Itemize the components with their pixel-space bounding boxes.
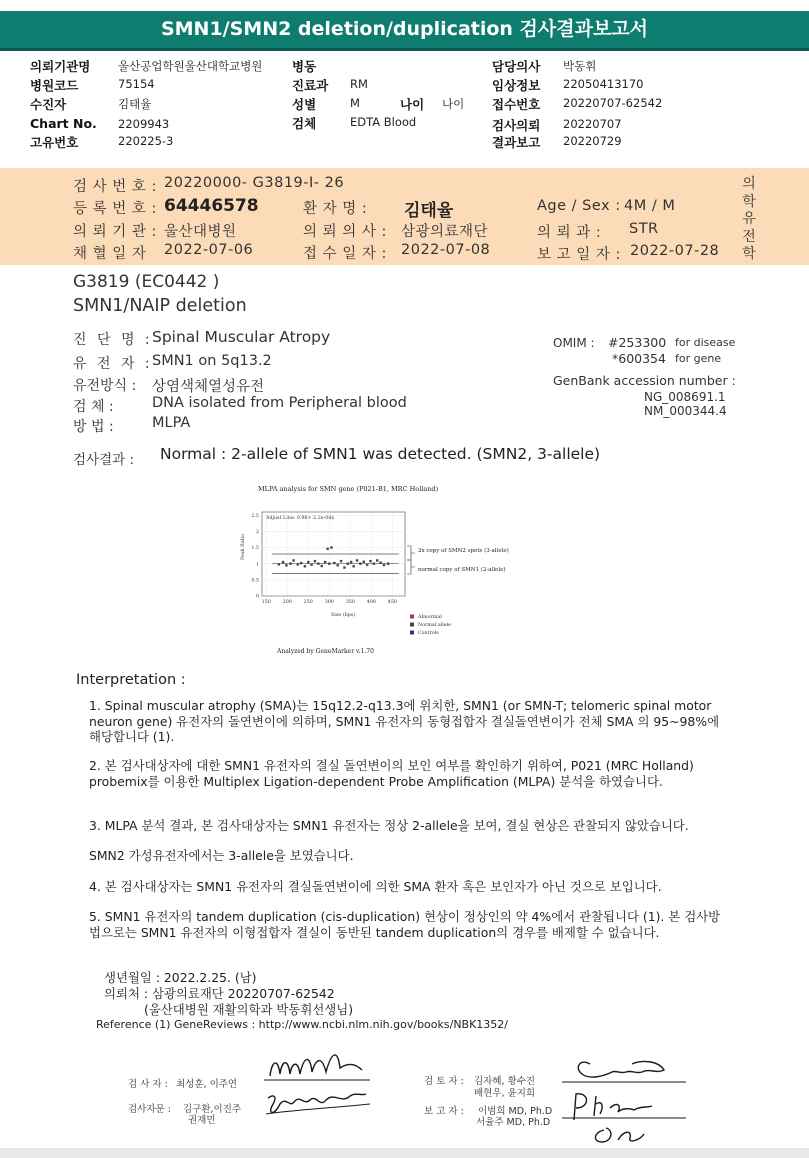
- data-point-33: [387, 562, 389, 564]
- receipt-no-value: 20220707-62542: [563, 96, 663, 110]
- patient-name-label: 환 자 명 :: [303, 201, 368, 217]
- method-label: 방 법 :: [73, 419, 114, 435]
- report-date-value: 2022-07-28: [630, 243, 720, 259]
- x-tick-label-3: 300: [324, 600, 334, 605]
- y-tick-label-3: 1.5: [251, 546, 259, 552]
- hospital-code-value: 75154: [118, 77, 155, 91]
- annotation-smn1: normal copy of SMN1 (2-allele): [418, 567, 506, 573]
- reg-no-label: 등 록 번 호 :: [73, 201, 157, 217]
- data-point-31: [379, 562, 381, 564]
- referral-sub: (울산대병원 재활의학과 박동휘선생님): [144, 1002, 354, 1017]
- reviewer-label: 검 토 자 :: [424, 1076, 464, 1087]
- report-title: SMN1/SMN2 deletion/duplication 검사결과보고서: [0, 11, 809, 48]
- x-tick-label-6: 450: [387, 600, 397, 605]
- patient-value: 김태율: [118, 97, 152, 111]
- title-underline: [0, 48, 809, 51]
- legend-label-1: Normal allele: [418, 623, 451, 628]
- interpretation-paragraph-3: 3. MLPA 분석 결과, 본 검사대상자는 SMN1 유전자는 정상 2-allele을 보여, 결실 현상은 관찰되지 않았습니다.: [89, 818, 689, 833]
- legend-label-0: Abnormal: [418, 615, 442, 620]
- y-axis-ticks: [251, 513, 259, 600]
- data-point-15: [328, 562, 330, 564]
- data-point-13: [324, 561, 326, 563]
- advisor-label: 검사자문 :: [128, 1104, 171, 1115]
- data-point-14: [326, 548, 328, 550]
- unique-no-label: 고유번호: [30, 135, 79, 150]
- gene-label: 유 전 자 :: [73, 356, 153, 372]
- genbank-label: GenBank accession number :: [553, 373, 736, 388]
- method-value: MLPA: [152, 415, 191, 431]
- sex-label: 성별: [292, 97, 317, 112]
- y-tick-label-4: 2: [255, 529, 259, 535]
- data-point-28: [369, 560, 371, 562]
- omim-gene-id: *600354: [612, 351, 666, 366]
- chart-footer: Analyzed by GeneMarker v.1.70: [277, 648, 374, 655]
- requester-value: 삼광의료재단: [401, 224, 489, 240]
- genbank-accession-1: NG_008691.1: [644, 390, 726, 404]
- receipt-no-label: 접수번호: [492, 97, 541, 112]
- omim-disease-id: #253300: [608, 335, 667, 350]
- data-point-0: [278, 563, 280, 565]
- data-point-16: [330, 546, 332, 548]
- y-tick-label-1: 0.5: [251, 578, 259, 584]
- reporter-label: 보 고 자 :: [424, 1106, 464, 1117]
- data-point-27: [366, 563, 368, 565]
- result-value: Normal : 2-allele of SMN1 was detected. (SMN2, 3-allele): [160, 445, 601, 463]
- inheritance-value: 상염색체열성유전: [152, 379, 265, 395]
- department-value: RM: [350, 77, 368, 91]
- y-axis-label: Peak Ratio: [241, 533, 246, 560]
- clinical-info-label: 임상정보: [492, 78, 541, 93]
- age-label: 나이: [400, 97, 425, 112]
- y-tick-label-5: 2.5: [251, 513, 259, 519]
- diagnosis-value: Spinal Muscular Atropy: [152, 328, 331, 346]
- hospital-name-label: 의뢰기관명: [30, 59, 91, 74]
- data-point-6: [300, 562, 302, 564]
- report-date-label: 결과보고: [492, 135, 541, 150]
- request-date-value: 20220707: [563, 117, 622, 131]
- tester-signature: [262, 1046, 377, 1086]
- reporter-names-2: 서율주 MD, Ph.D: [476, 1117, 551, 1128]
- omim-gene-note: for gene: [675, 352, 722, 365]
- exam-no-label: 검 사 번 호 :: [73, 179, 157, 195]
- data-point-2: [285, 564, 287, 566]
- department-vertical-text: 의 학 유 전 학: [742, 176, 756, 262]
- data-point-26: [363, 561, 365, 563]
- hospital-value: 울산대병원: [164, 224, 237, 240]
- chart-no-value: 2209943: [118, 117, 170, 131]
- data-point-9: [310, 563, 312, 565]
- birth-date: 생년월일 : 2022.2.25. (남): [104, 970, 257, 985]
- footer-bar: [0, 1148, 809, 1158]
- patient-label: 수진자: [30, 97, 67, 112]
- chart-no-label: Chart No.: [30, 116, 97, 131]
- x-tick-label-0: 150: [261, 600, 271, 605]
- data-point-3: [289, 562, 291, 564]
- x-tick-label-5: 400: [366, 600, 376, 605]
- x-axis-label: Size (bps): [331, 613, 356, 618]
- data-point-21: [347, 562, 349, 564]
- reviewer-names-1: 김자혜, 황수진: [474, 1076, 536, 1087]
- legend-swatch-2: [410, 631, 414, 635]
- doctor-label: 담당의사: [492, 59, 541, 74]
- hospital-name-value: 울산공업학원울산대학교병원: [118, 59, 263, 73]
- result-label: 검사결과 :: [73, 452, 135, 468]
- tester-label: 검 사 자 :: [128, 1079, 168, 1090]
- chart-legend: [410, 614, 451, 636]
- department-label: 진료과: [292, 78, 329, 93]
- data-point-1: [282, 561, 284, 563]
- referral-org: 의뢰처 : 삼광의료재단 20220707-62542: [104, 986, 335, 1001]
- annotation-bracket-2: [407, 560, 415, 574]
- request-date-label: 검사의뢰: [492, 118, 541, 133]
- data-point-24: [356, 559, 358, 561]
- specimen-value: EDTA Blood: [350, 115, 417, 129]
- x-tick-label-1: 200: [282, 600, 292, 605]
- age-sex-value: 4M / M: [624, 198, 676, 214]
- data-point-4: [292, 559, 294, 561]
- omim-label: OMIM :: [553, 336, 595, 350]
- data-point-12: [321, 565, 323, 567]
- hospital-label: 의 뢰 기 관 :: [73, 224, 157, 240]
- mlpa-chart: [230, 478, 530, 660]
- ward-label: 병동: [292, 59, 317, 74]
- data-point-5: [297, 563, 299, 565]
- dept-value: STR: [629, 221, 659, 237]
- chart-title: MLPA analysis for SMN gene (P021-B1, MRC Holland): [258, 485, 439, 493]
- unique-no-value: 220225-3: [118, 134, 174, 148]
- genbank-accession-2: NM_000344.4: [644, 404, 727, 418]
- interpretation-paragraph-3b: SMN2 가성유전자에서는 3-allele을 보였습니다.: [89, 848, 354, 863]
- gene-value: SMN1 on 5q13.2: [152, 353, 272, 369]
- sex-value: M: [350, 96, 360, 110]
- interpretation-paragraph-4: 4. 본 검사대상자는 SMN1 유전자의 결실돌연변이에 의한 SMA 환자 혹은 보인자가 아닌 것으로 보입니다.: [89, 879, 662, 894]
- receive-date-label: 접 수 일 자 :: [303, 246, 387, 262]
- x-tick-label-4: 350: [345, 600, 355, 605]
- x-axis-ticks: [262, 599, 397, 605]
- data-point-8: [307, 561, 309, 563]
- inheritance-label: 유전방식 :: [73, 378, 137, 394]
- dept-label: 의 뢰 과 :: [537, 225, 602, 241]
- interpretation-paragraph-2: 2. 본 검사대상자에 대한 SMN1 유전자의 결실 돌연변이의 보인 여부를 확인하기 위하여, P021 (MRC Holland) probemix를 이용한 Multiplex Ligation-dependent Probe Amplification (MLPA) 분석을 하였습니다.: [89, 758, 694, 789]
- legend-swatch-1: [410, 623, 414, 627]
- data-point-17: [333, 562, 335, 564]
- requester-label: 의 뢰 의 사 :: [303, 224, 387, 240]
- y-tick-label-0: 0: [255, 594, 259, 600]
- legend-swatch-0: [410, 615, 414, 619]
- collect-date-label: 채 혈 일 자: [73, 246, 147, 262]
- advisor-names-2: 권재민: [188, 1115, 216, 1126]
- patient-name-value: 김태율: [404, 201, 454, 221]
- data-point-11: [317, 562, 319, 564]
- tester-names: 최성훈, 이주연: [176, 1079, 238, 1090]
- report-date-label: 보 고 일 자 :: [537, 247, 621, 263]
- x-tick-label-2: 250: [303, 600, 313, 605]
- plot-inner-label: Adjust Line: 0.96+-2.2e-04x: [266, 516, 335, 521]
- data-point-30: [376, 559, 378, 561]
- collect-date-value: 2022-07-06: [164, 242, 254, 258]
- annotation-smn2: 2x copy of SMN2 spots (3-allele): [418, 548, 509, 554]
- data-point-7: [304, 565, 306, 567]
- data-point-23: [352, 565, 354, 567]
- data-point-18: [337, 564, 339, 566]
- test-name: SMN1/NAIP deletion: [73, 296, 247, 316]
- specimen-label: 검체: [292, 116, 317, 131]
- interpretation-heading: Interpretation :: [76, 672, 186, 688]
- report-date-value: 20220729: [563, 134, 622, 148]
- data-point-19: [340, 560, 342, 562]
- omim-disease-note: for disease: [675, 336, 736, 349]
- exam-no-value: 20220000- G3819-I- 26: [164, 175, 345, 191]
- legend-label-2: Controls: [418, 631, 439, 636]
- data-point-32: [383, 564, 385, 566]
- data-point-10: [314, 560, 316, 562]
- reviewer-names-2: 배현우, 윤지희: [474, 1088, 536, 1099]
- y-tick-label-2: 1: [255, 562, 259, 568]
- reporter-signature: [560, 1086, 690, 1146]
- receive-date-value: 2022-07-08: [401, 242, 491, 258]
- advisor-names-1: 김구환,이진주: [183, 1104, 242, 1115]
- interpretation-paragraph-5: 5. SMN1 유전자의 tandem duplication (cis-duplication) 현상이 정상인의 약 4%에서 관찰됩니다 (1). 본 검사방법으로는 SMN1 유전자의 이형접합자 결실이 동반된 tandem duplication의 경우를 배제할 수 없습니다.: [89, 909, 721, 940]
- interpretation-paragraph-1: 1. Spinal muscular atrophy (SMA)는 15q12.2-q13.3에 위치한, SMN1 (or SMN-T; telomeric spinal motor neuron gene) 유전자의 돌연변이에 의하며, SMN1 유전자의 동형접합자 결실돌연변이가 전체 SMA 의 95~98%에 해당합니다 (1).: [89, 698, 720, 744]
- specimen-label: 검 체 :: [73, 399, 114, 415]
- reg-no-value: 64446578: [164, 196, 259, 216]
- hospital-code-label: 병원코드: [30, 78, 79, 93]
- diagnosis-label: 진 단 명 :: [73, 332, 153, 348]
- test-code: G3819 (EC0442 ): [73, 272, 220, 292]
- data-point-29: [373, 562, 375, 564]
- data-point-20: [343, 566, 345, 568]
- advisor-signature: [262, 1086, 377, 1122]
- reference: Reference (1) GeneReviews : http://www.ncbi.nlm.nih.gov/books/NBK1352/: [96, 1018, 509, 1031]
- annotation-bracket-1: [407, 546, 415, 560]
- data-point-22: [350, 561, 352, 563]
- clinical-info-value: 22050413170: [563, 77, 644, 91]
- doctor-value: 박동휘: [563, 59, 597, 73]
- reporter-names-1: 이범희 MD, Ph.D: [478, 1106, 553, 1117]
- reviewer-signature: [560, 1052, 690, 1088]
- age-sex-label: Age / Sex :: [537, 198, 621, 214]
- specimen-value: DNA isolated from Peripheral blood: [152, 395, 407, 411]
- age-value: 나이: [442, 97, 465, 111]
- data-point-25: [359, 562, 361, 564]
